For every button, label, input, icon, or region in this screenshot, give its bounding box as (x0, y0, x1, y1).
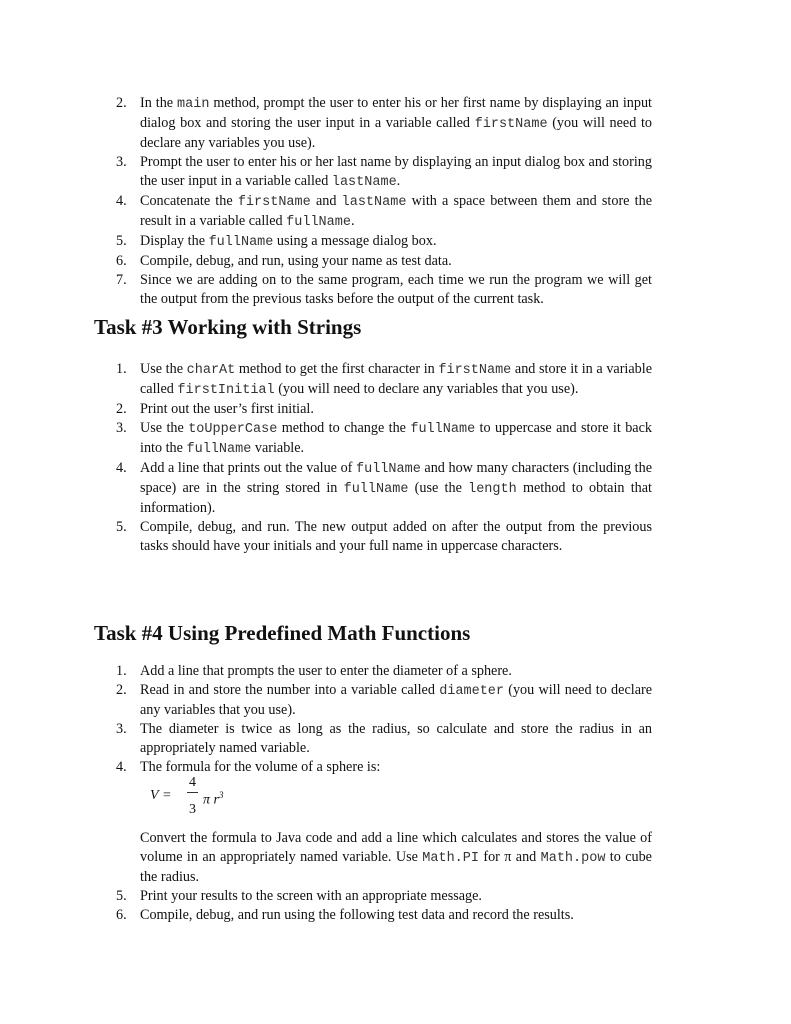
list-item: 5. Compile, debug, and run. The new output added on after the output from the previous tasks should have your initials and your full name in uppercase characters. (116, 519, 652, 554)
code-firstName: firstName (474, 117, 548, 132)
code-fullName: fullName (343, 482, 409, 497)
convert-instructions: Convert the formula to Java code and add a line which calculates and stores the value of volume in an appropriately named variable. Use Math.PI for π and Math.pow to cube the radius. (140, 830, 652, 885)
list-item: 3. Prompt the user to enter his or her last name by displaying an input dialog box and storing the user input in a variable called lastName. (116, 154, 652, 190)
code-firstName: firstName (438, 363, 512, 378)
list-item: 3. The diameter is twice as long as the radius, so calculate and store the radius in an appropriately named variable. (116, 721, 652, 756)
list-item: 1. Add a line that prompts the user to enter the diameter of a sphere. (116, 663, 512, 679)
list-item: 1. Use the charAt method to get the first character in firstName and store it in a variable called firstInitial (you will need to declare any variables that you use). (116, 361, 653, 398)
code-fullName: fullName (356, 462, 421, 477)
list-item: 6. Compile, debug, and run using the following test data and record the results. (116, 907, 574, 923)
code-toUpperCase: toUpperCase (188, 422, 278, 437)
task3-heading: Task #3 Working with Strings (94, 315, 362, 339)
code-charAt: charAt (186, 363, 236, 378)
code-fullName: fullName (286, 215, 351, 230)
list-item: 2. In the main method, prompt the user to enter his or her first name by displaying an input dialog box and storing the user input in a variable called firstName (you will need to declare any variables you use). (116, 95, 652, 151)
list-item: 3. Use the toUpperCase method to change the fullName to uppercase and store it back into the fullName variable. (116, 420, 652, 457)
code-main: main (177, 97, 210, 112)
code-lastName: lastName (331, 175, 397, 190)
task2-list (116, 94, 652, 309)
fraction-bar (187, 792, 198, 793)
code-fullName: fullName (208, 235, 274, 250)
list-item: 7. Since we are adding on to the same program, each time we run the program we will get the output from the previous tasks before the output of the current task. (116, 272, 652, 307)
list-item: 2. Print out the user’s first initial. (116, 401, 314, 417)
list-item: 2. Read in and store the number into a variable called diameter (you will need to declare any variables that you use). (116, 682, 653, 718)
task3-list (116, 360, 652, 556)
code-length: length (468, 482, 517, 497)
code-fullName: fullName (410, 422, 476, 437)
list-item: 6. Compile, debug, and run, using your name as test data. (116, 253, 452, 269)
code-Math-PI: Math.PI (422, 851, 479, 866)
code-firstName: firstName (237, 195, 311, 210)
code-lastName: lastName (341, 195, 407, 210)
code-diameter: diameter (439, 684, 504, 699)
sphere-volume-formula: V = 4 3 π $r^3$ (150, 775, 224, 817)
task4-list (116, 662, 652, 925)
task4-heading: Task #4 Using Predefined Math Functions (94, 621, 471, 645)
list-item: 5. Print your results to the screen with an appropriate message. (116, 888, 482, 904)
code-firstInitial: firstInitial (177, 383, 275, 398)
list-item: 4. The formula for the volume of a sphere is: V = 4 3 π $r^3$ Convert the formula to Java code and add a line which calculates and stores the value of volume in an appropriately named variable. Use Math.PI for π and Math.pow to cube the radius. (116, 759, 652, 885)
list-item: 5. Display the fullName using a message dialog box. (116, 233, 437, 250)
list-item: 4. Add a line that prints out the value of fullName and how many characters (including the space) are in the string stored in fullName (use the length method to obtain that information). (116, 460, 652, 516)
list-item: 4. Concatenate the firstName and lastName with a space between them and store the result in a variable called fullName. (116, 193, 652, 230)
code-fullName: fullName (186, 442, 252, 457)
code-Math-pow: Math.pow (540, 851, 606, 866)
